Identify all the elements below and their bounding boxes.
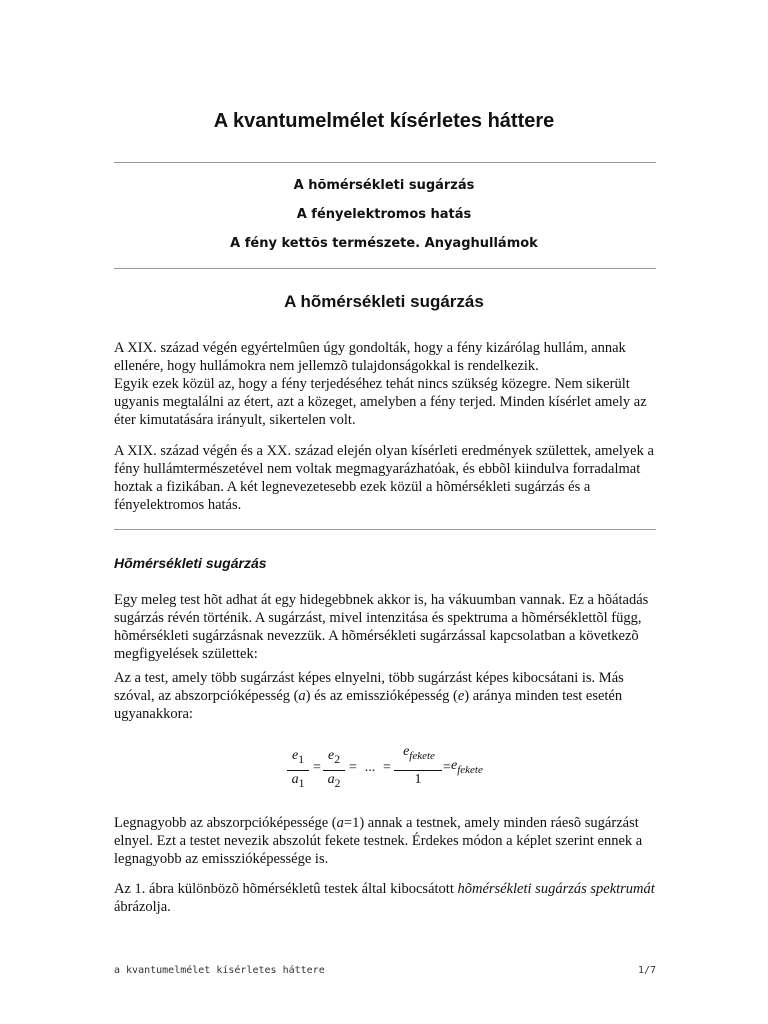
text-segment: Legnagyobb az abszorpcióképessége (: [114, 815, 337, 831]
symbol: e: [291, 748, 299, 763]
body-paragraph-4: [114, 880, 659, 916]
numerator-e2: [323, 748, 345, 766]
subsection-title: Hõmérsékleti sugárzás: [114, 555, 267, 571]
subscript: fekete: [457, 763, 483, 776]
intro-text-1b: Egyik ezek közül az, hogy a fény terjedéséhez tehát nincs szükség közegre. Nem sikerült ugyanis megtalálni az étert, azt a közeget, amelyben a fény terjed. Minden kísérlet amely az éter kimutatására irányult, sikertelen volt.: [114, 376, 647, 428]
ellipsis: ...: [364, 760, 376, 775]
body-paragraph-1: Egy meleg test hõt adhat át egy hidegebbnek akkor is, ha vákuumban vannak. Ez a hõátadás sugárzás révén történik. A sugárzást, mivel intenzitása és spektruma a hõmérséklettõl függ, hõmérsékleti sugárzásnak nevezzük. A hõmérsékleti sugárzással kapcsolatban a következõ megfigyelések születtek:: [114, 592, 649, 662]
equals-sign: =: [443, 760, 451, 775]
intro-text-1: A XIX. század végén egyértelmûen úgy gondolták, hogy a fény kizárólag hullám, annak ellenére, hogy hullámokra nem jellemzõ tulajdonságokkal is rendelkezik.: [114, 340, 626, 374]
symbol: e: [403, 744, 410, 759]
symbol: e: [451, 758, 458, 773]
symbol: e: [327, 748, 335, 763]
body-paragraph-3: [114, 814, 659, 868]
subscript: 2: [334, 752, 341, 766]
numerator-efekete: [394, 744, 444, 762]
text-segment: ) aránya minden test esetén ugyanakkora:: [114, 688, 623, 722]
toc-link-fenyelektromos[interactable]: A fényelektromos hatás: [296, 207, 472, 222]
fraction-bar: [394, 770, 442, 771]
fraction-bar: [287, 770, 309, 771]
equals-sign: =: [349, 760, 357, 775]
symbol-a: a: [336, 815, 344, 831]
subscript: fekete: [409, 749, 435, 762]
equals-sign: =: [313, 760, 321, 775]
footer-title: a kvantumelmélet kísérletes háttere: [114, 965, 325, 976]
symbol: a: [291, 772, 299, 787]
symbol: a: [327, 772, 335, 787]
intro-paragraph: [114, 339, 659, 429]
subscript: 2: [334, 776, 341, 790]
intro-paragraph-2: A XIX. század végén és a XX. század elején olyan kísérleti eredmények születtek, amelyek a fény hullámtermészetével nem voltak megmagyarázhatóak, és ebbõl kiindulva forradalmat hoztak a fizikában. A két legnevezetesebb ezek közül a hõmérsékleti sugárzás és a fényelektromos hatás.: [114, 443, 654, 513]
subscript: 1: [298, 752, 305, 766]
denominator-a1: [287, 772, 309, 790]
toc-link-homersekleti[interactable]: A hõmérsékleti sugárzás: [293, 178, 475, 193]
symbol-e: e: [457, 688, 465, 704]
page-number: 1/7: [637, 965, 656, 976]
emission-ratio-formula: [287, 744, 487, 794]
denominator-one: 1: [414, 772, 422, 787]
text-segment: Az a test, amely több sugárzást képes elnyelni, több sugárzást képes kibocsátani is. Más szóval, az abszorpcióképesség (: [114, 670, 624, 704]
text-segment: =1) annak a testnek, amely minden ráesõ sugárzást elnyel. Ezt a testet nevezik abszolút fekete testnek. Érdekes módon a képlet szerint ennek a legnagyobb az emisszióképessége is.: [114, 815, 643, 867]
denominator-a2: [323, 772, 345, 790]
page-title: A kvantumelmélet kísérletes háttere: [213, 110, 555, 132]
symbol-a: a: [298, 688, 306, 704]
equals-sign: =: [383, 760, 391, 775]
result-efekete: [451, 758, 499, 776]
body-paragraph-2: [114, 669, 659, 723]
divider: [114, 529, 656, 530]
toc-link-kettos-termeszet[interactable]: A fény kettõs természete. Anyaghullámok: [230, 236, 538, 251]
section-title: A hõmérsékleti sugárzás: [284, 292, 484, 311]
divider: [114, 268, 656, 269]
fraction-bar: [323, 770, 345, 771]
numerator-e1: [287, 748, 309, 766]
text-segment: ábrázolja.: [114, 899, 171, 915]
text-segment: ) és az emisszióképesség (: [305, 688, 458, 704]
subscript: 1: [298, 776, 305, 790]
text-segment: Az 1. ábra különbözõ hõmérsékletû testek által kibocsátott: [114, 881, 458, 897]
divider: [114, 162, 656, 163]
emphasis-text: hõmérsékleti sugárzás spektrumát: [457, 881, 655, 897]
